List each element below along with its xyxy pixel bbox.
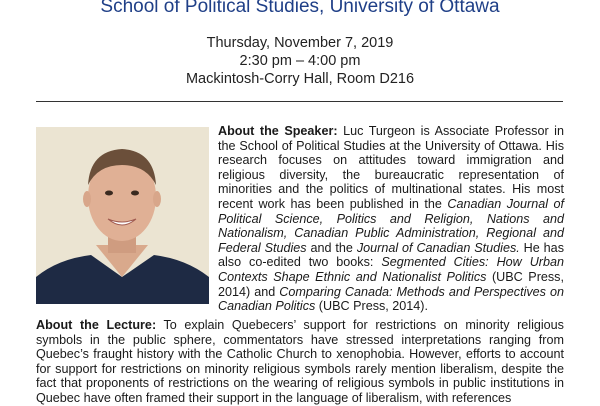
event-details — [0, 34, 600, 88]
speaker-book-2: Comparing Canada: Methods and Perspectives on Canadian Politics — [218, 284, 564, 314]
speaker-journals-1: Canadian Journal of Political Science, Politics and Religion, Nations and Nationalism, Canadian Public Administration, Regional and Federal Studies — [218, 196, 564, 255]
lecture-text: To explain Quebecers’ support for restrictions on minority religious symbols in the public sphere, commentators have stressed interpretations ranging from Quebec’s fraught history with the Catholic Church to xenophobia. However, efforts to account for support for restrictions on minority religious symbols rarely mention liberalism, despite the fact that proponents of restrictions on the wearing of religious symbols in public institutions in Quebec have often framed their support in the language of liberalism, with references — [36, 318, 564, 405]
speaker-bio-text-4: (UBC Press, 2014) and — [218, 269, 564, 299]
event-location: Mackintosh-Corry Hall, Room D216 — [185, 71, 415, 87]
page-title: School of Political Studies, University of Ottawa — [100, 0, 500, 17]
speaker-bio — [218, 124, 564, 314]
speaker-bio-text-1: Luc Turgeon is Associate Professor in the School of Political Studies at the University of Ottawa. His research focuses on attitudes toward immigration and religious diversity, the bureaucratic representation of minorities and the politics of multinational states. His most recent work has been published in the — [218, 124, 564, 211]
event-time: 2:30 pm – 4:00 pm — [239, 53, 361, 69]
speaker-bio-text-2: and the — [306, 240, 357, 255]
speaker-photo — [36, 127, 209, 304]
speaker-book-1: Segmented Cities: How Urban Contexts Shape Ethnic and Nationalist Politics — [218, 255, 565, 284]
speaker-bio-text-3: He has also co-edited two books: — [218, 240, 564, 270]
lecture-description — [36, 318, 564, 406]
divider — [36, 101, 563, 102]
event-date: Thursday, November 7, 2019 — [206, 35, 394, 51]
speaker-portrait-image — [36, 127, 209, 304]
speaker-bio-text-5: (UBC Press, 2014). — [315, 299, 428, 314]
lecture-heading: About the Lecture: — [36, 318, 157, 332]
speaker-journals-2: Journal of Canadian Studies. — [356, 240, 520, 255]
speaker-heading: About the Speaker: — [218, 124, 338, 138]
